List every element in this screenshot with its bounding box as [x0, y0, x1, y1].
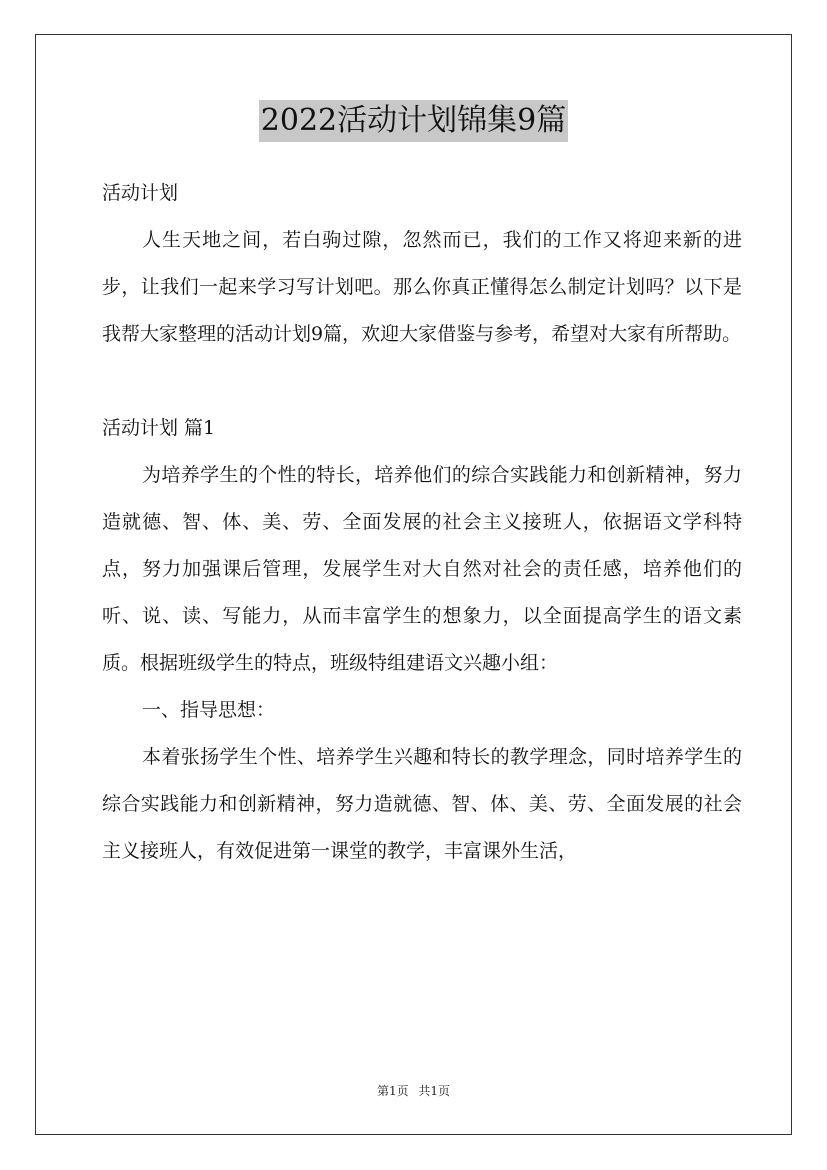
intro-paragraph: 人生天地之间，若白驹过隙，忽然而已，我们的工作又将迎来新的进步，让我们一起来学习写计划吧。那么你真正懂得怎么制定计划吗？以下是我帮大家整理的活动计划9篇，欢迎大家借鉴与参考，希望对大家有所帮助。	[102, 229, 742, 345]
body-paragraph: 本着张扬学生个性、培养学生兴趣和特长的教学理念，同时培养学生的综合实践能力和创新精神，努力造就德、智、体、美、劳、全面发展的社会主义接班人，有效促进第一课堂的教学，丰富课外生活，	[102, 746, 742, 862]
page-number: 第1页	[376, 1084, 409, 1098]
section-heading: 活动计划	[102, 182, 179, 204]
document-body	[102, 170, 742, 875]
body-paragraph: 为培养学生的个性的特长，培养他们的综合实践能力和创新精神，努力造就德、智、体、美、劳、全面发展的社会主义接班人，依据语文学科特点，努力加强课后管理，发展学生对大自然对社会的责任感，培养他们的听、说、读、写能力，从而丰富学生的想象力，以全面提高学生的语文素质。根据班级学生的特点，班级特组建语文兴趣小组：	[102, 464, 742, 674]
page-footer	[0, 1082, 827, 1099]
section-heading: 活动计划 篇1	[102, 417, 216, 439]
document-title: 2022活动计划锦集9篇	[259, 100, 568, 142]
subheading-paragraph: 一、指导思想：	[142, 699, 276, 721]
title-wrap	[0, 100, 827, 142]
page-total: 共1页	[418, 1084, 451, 1098]
section-gap	[102, 358, 742, 405]
